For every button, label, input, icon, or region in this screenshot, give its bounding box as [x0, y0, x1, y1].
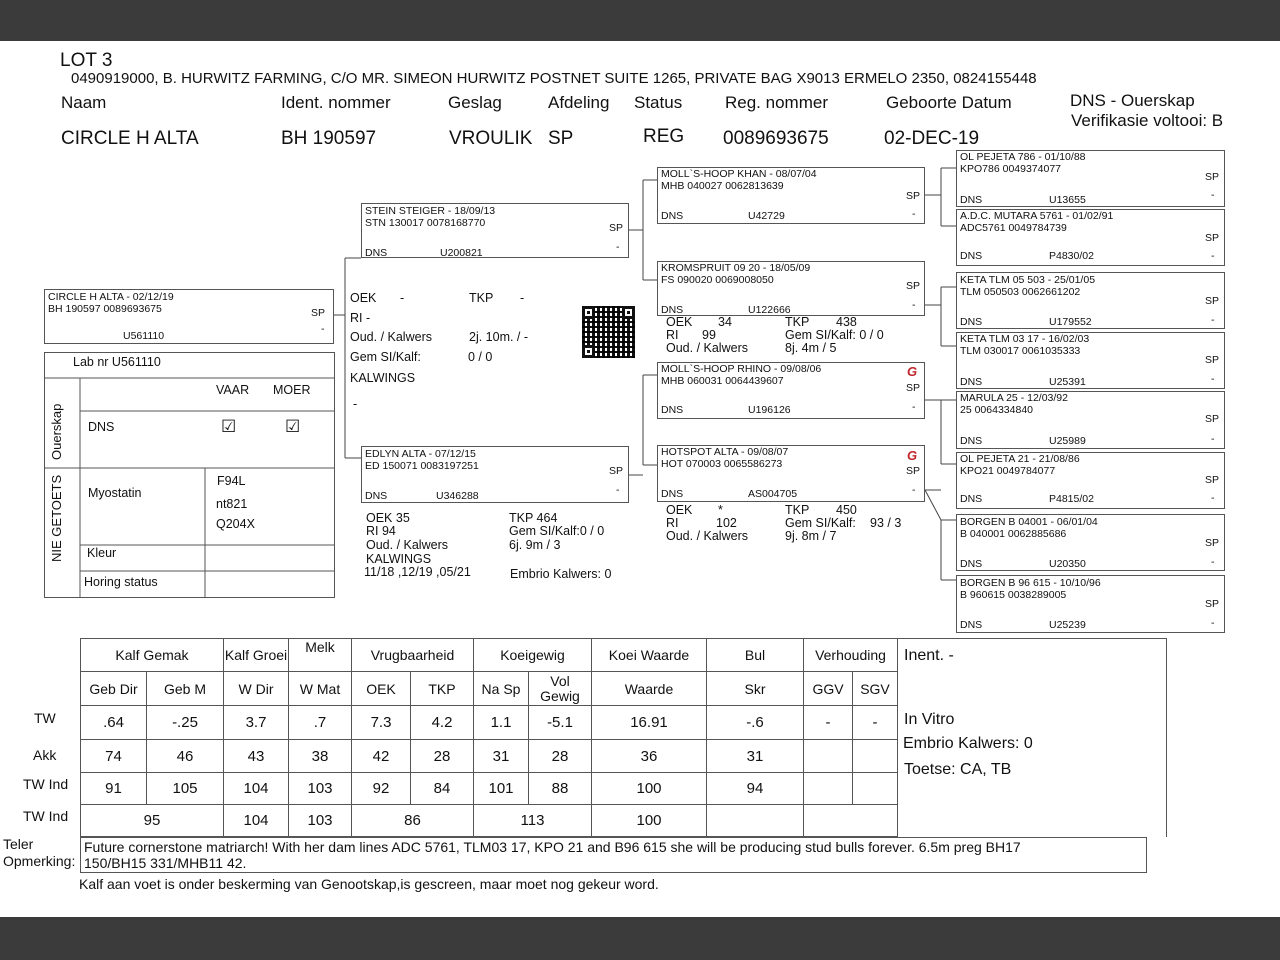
ggp4-dns: DNS: [960, 376, 983, 388]
ggp3-dns: DNS: [960, 316, 983, 328]
gp2-dash: -: [912, 299, 916, 311]
side-panel: [898, 639, 1167, 837]
akk-tkp: 28: [411, 740, 474, 773]
genootskap-logo-icon-2: G: [907, 448, 918, 463]
gp4-age: 9j. 8m / 7: [785, 529, 837, 543]
ggp4-id: TLM 030017 0061035333: [960, 345, 1081, 357]
tw-sgv: -: [853, 706, 898, 740]
akk-waarde: 36: [592, 740, 707, 773]
tw-ggv: -: [804, 706, 853, 740]
ggp5-id: 25 0064334840: [960, 404, 1033, 416]
gp4-gem-value: 93 / 3: [870, 516, 902, 530]
col-w-mat: W Mat: [289, 672, 352, 706]
group-vrugbaarheid: Vrugbaarheid: [352, 639, 474, 672]
ggp3-sp: SP: [1205, 295, 1220, 307]
gp2-sp: SP: [906, 280, 921, 292]
ggp1-dns: DNS: [960, 194, 983, 206]
tw-na-sp: 1.1: [474, 706, 529, 740]
akk-vol-gewig: 28: [529, 740, 592, 773]
subject-tkp-label: TKP: [469, 291, 494, 305]
animal-afdeling: SP: [548, 128, 574, 149]
akk-ggv: [804, 740, 853, 773]
twind-skr: 94: [707, 773, 804, 805]
ggp4-dns-no: U25391: [1049, 376, 1086, 388]
row-label-twind: TW Ind: [23, 776, 69, 792]
group-bul: Bul: [707, 639, 804, 672]
gp2-dns: DNS: [661, 304, 684, 316]
lab-nr: Lab nr U561110: [73, 355, 161, 369]
group-kalf-gemak: Kalf Gemak: [81, 639, 224, 672]
ggp6-title: OL PEJETA 21 - 21/08/86: [960, 453, 1080, 465]
lab-nie-getoets-label: NIE GETOETS: [49, 474, 64, 562]
animal-naam: CIRCLE H ALTA: [61, 128, 199, 149]
ggp6-dash: -: [1211, 492, 1215, 504]
dam-ri: RI 94: [366, 524, 396, 538]
ggp7-title: BORGEN B 04001 - 06/01/04: [960, 516, 1098, 528]
lab-dns-label: DNS: [88, 420, 115, 434]
dam-embrio: Embrio Kalwers: 0: [510, 567, 612, 581]
ggp2-dash: -: [1211, 250, 1215, 262]
gp1-title: MOLL`S-HOOP KHAN - 08/07/04: [661, 168, 817, 180]
tw-w-dir: 3.7: [224, 706, 289, 740]
subject-kalwings-label: KALWINGS: [350, 371, 416, 385]
ggp-box-3: [956, 272, 1225, 329]
ggp8-dns-no: U25239: [1049, 619, 1086, 631]
gp2-oud: Oud. / Kalwers: [666, 341, 748, 355]
tw-geb-m: -.25: [147, 706, 224, 740]
subject-oud-value: 2j. 10m. / -: [469, 330, 529, 344]
twind-na-sp: 101: [474, 773, 529, 805]
ggp7-id: B 040001 0062885686: [960, 528, 1067, 540]
ggp6-dns: DNS: [960, 493, 983, 505]
dam-age: 6j. 9m / 3: [509, 538, 561, 552]
sire-dns-no: U200821: [440, 247, 483, 259]
ggp1-sp: SP: [1205, 171, 1220, 183]
lab-myostatin-3: Q204X: [216, 517, 255, 531]
twind-geb-dir: 91: [81, 773, 147, 805]
tw-oek: 7.3: [352, 706, 411, 740]
remarks-teler-label: Teler: [3, 836, 34, 852]
gp4-tkp-label: TKP: [785, 503, 810, 517]
akk-sgv: [853, 740, 898, 773]
lab-moer-header: MOER: [273, 383, 311, 397]
dam-dns: DNS: [365, 490, 388, 502]
side-toetse: Toetse: CA, TB: [904, 761, 1012, 778]
twind-waarde: 100: [592, 773, 707, 805]
lab-horing-label: Horing status: [84, 575, 158, 589]
subject-dns-no: U561110: [123, 330, 165, 342]
subject-kalwings-value: -: [353, 397, 358, 411]
ggp3-title: KETA TLM 05 503 - 25/01/05: [960, 274, 1096, 286]
ggp-box-6: [956, 452, 1225, 509]
ggp7-sp: SP: [1205, 537, 1220, 549]
akk-oek: 42: [352, 740, 411, 773]
twind-tkp: 84: [411, 773, 474, 805]
ggp4-sp: SP: [1205, 354, 1220, 366]
breeding-values-table: [80, 638, 1167, 837]
col-w-dir: W Dir: [224, 672, 289, 706]
grandparent-box-3: [657, 362, 925, 419]
animal-reg: 0089693675: [723, 128, 829, 149]
ggp4-dash: -: [1211, 373, 1215, 385]
ggp2-id: ADC5761 0049784739: [960, 222, 1067, 234]
akk-geb-dir: 74: [81, 740, 147, 773]
sire-box: [361, 203, 629, 258]
tw-tkp: 4.2: [411, 706, 474, 740]
ggp8-sp: SP: [1205, 598, 1220, 610]
subject-sp: SP: [311, 307, 326, 319]
tw-skr: -.6: [707, 706, 804, 740]
twind2-koeigewig: 113: [474, 805, 592, 837]
group-koeigewig: Koeigewig: [474, 639, 592, 672]
gp4-sp: SP: [906, 465, 921, 477]
side-inent: Inent. -: [904, 647, 954, 664]
tw-w-mat: .7: [289, 706, 352, 740]
gp2-ri-value: 99: [702, 328, 716, 342]
owner-line: 0490919000, B. HURWITZ FARMING, C/O MR. SIMEON HURWITZ POSTNET SUITE 1265, PRIVATE BAG X9013 ERMELO 2350, 0824155448: [71, 70, 1037, 87]
ggp2-title: A.D.C. MUTARA 5761 - 01/02/91: [960, 210, 1114, 222]
gp4-oek-value: *: [718, 503, 723, 517]
tw-geb-dir: .64: [81, 706, 147, 740]
akk-geb-m: 46: [147, 740, 224, 773]
ggp3-dns-no: U179552: [1049, 316, 1092, 328]
grandparent-box-4: [657, 445, 925, 502]
ggp7-dash: -: [1211, 556, 1215, 568]
gp4-ri-value: 102: [716, 516, 737, 530]
header-verifikasie: Verifikasie voltooi: B: [1071, 111, 1224, 130]
ggp5-dns-no: U25989: [1049, 435, 1086, 447]
genootskap-logo-icon: G: [907, 364, 918, 379]
group-melk: Melk: [289, 639, 352, 672]
ggp3-dash: -: [1211, 314, 1215, 326]
header-geslag: Geslag: [448, 93, 502, 112]
dam-kalwings: KALWINGS: [366, 552, 432, 566]
ggp7-dns-no: U20350: [1049, 558, 1086, 570]
ggp-box-8: [956, 575, 1225, 633]
col-tkp: TKP: [411, 672, 474, 706]
ggp2-sp: SP: [1205, 232, 1220, 244]
side-invitro: In Vitro: [904, 711, 955, 728]
ggp-box-5: [956, 391, 1225, 449]
gp4-ri-label: RI: [666, 516, 679, 530]
ggp5-sp: SP: [1205, 413, 1220, 425]
gp4-dns: DNS: [661, 488, 684, 500]
footer-note: Kalf aan voet is onder beskerming van Genootskap,is gescreen, maar moet nog gekeur word.: [79, 876, 659, 892]
header-ident: Ident. nommer: [281, 93, 391, 112]
col-vol-gewig: Vol Gewig: [529, 672, 592, 706]
ggp4-title: KETA TLM 03 17 - 16/02/03: [960, 333, 1090, 345]
animal-status: REG: [643, 126, 685, 147]
sire-sp: SP: [609, 222, 624, 234]
ggp7-dns: DNS: [960, 558, 983, 570]
remarks-line-1: Future cornerstone matriarch! With her dam lines ADC 5761, TLM03 17, KPO 21 and B96 615 she will be producing stud bulls forever. 6.5m preg BH17: [84, 839, 1021, 855]
col-skr: Skr: [707, 672, 804, 706]
gp2-title: KROMSPRUIT 09 20 - 18/05/09: [661, 262, 811, 274]
subject-title: CIRCLE H ALTA - 02/12/19: [48, 291, 174, 303]
lab-myostatin-label: Myostatin: [88, 486, 142, 500]
ggp6-id: KPO21 0049784077: [960, 465, 1056, 477]
col-sgv: SGV: [853, 672, 898, 706]
ggp6-sp: SP: [1205, 474, 1220, 486]
akk-skr: 31: [707, 740, 804, 773]
dam-oud: Oud. / Kalwers: [366, 538, 448, 552]
akk-w-mat: 38: [289, 740, 352, 773]
subject-ri: RI -: [350, 311, 371, 325]
akk-na-sp: 31: [474, 740, 529, 773]
sire-dash: -: [616, 241, 620, 253]
twind-geb-m: 105: [147, 773, 224, 805]
header-reg: Reg. nommer: [725, 93, 828, 112]
dam-title: EDLYN ALTA - 07/12/15: [365, 448, 476, 460]
gp2-gem: Gem SI/Kalf: 0 / 0: [785, 328, 884, 342]
gp1-sp: SP: [906, 190, 921, 202]
ggp-box-4: [956, 332, 1225, 389]
gp4-oud: Oud. / Kalwers: [666, 529, 748, 543]
animal-geslag: VROULIK: [449, 128, 533, 149]
lot-number: LOT 3: [60, 50, 113, 71]
subject-oek-value: -: [400, 291, 405, 305]
animal-geboorte: 02-DEC-19: [884, 128, 980, 149]
twind2-kalf-groei: 104: [224, 805, 289, 837]
header-dns: DNS - Ouerskap: [1070, 91, 1195, 110]
sire-id: STN 130017 0078168770: [365, 217, 486, 229]
ggp2-dns: DNS: [960, 250, 983, 262]
gp2-dns-no: U122666: [748, 304, 791, 316]
twind-sgv: [853, 773, 898, 805]
gp2-id: FS 090020 0069008050: [661, 274, 774, 286]
dam-oek: OEK 35: [366, 511, 410, 525]
twind2-kalf-gemak: 95: [81, 805, 224, 837]
remarks-line-2: 150/BH15 331/MHB11 42.: [84, 855, 247, 871]
gp1-dash: -: [912, 208, 916, 220]
twind-vol-gewig: 88: [529, 773, 592, 805]
twind2-vrugbaarheid: 86: [352, 805, 474, 837]
dam-sp: SP: [609, 465, 624, 477]
subject-tkp-value: -: [520, 291, 525, 305]
dam-box: [361, 446, 629, 503]
dam-dash: -: [616, 484, 620, 496]
gp4-dash: -: [912, 484, 916, 496]
akk-w-dir: 43: [224, 740, 289, 773]
ggp1-id: KPO786 0049374077: [960, 163, 1062, 175]
lab-ouerskap-label: Ouerskap: [49, 403, 64, 460]
gp3-id: MHB 060031 0064439607: [661, 375, 784, 387]
ggp1-title: OL PEJETA 786 - 01/10/88: [960, 151, 1086, 163]
col-na-sp: Na Sp: [474, 672, 529, 706]
gp4-title: HOTSPOT ALTA - 09/08/07: [661, 446, 789, 458]
gp4-dns-no: AS004705: [748, 488, 798, 500]
col-geb-m: Geb M: [147, 672, 224, 706]
tw-vol-gewig: -5.1: [529, 706, 592, 740]
gp2-tkp-value: 438: [836, 315, 857, 329]
remarks-opmerking-label: Opmerking:: [3, 853, 76, 869]
ggp1-dash: -: [1211, 189, 1215, 201]
gp2-tkp-label: TKP: [785, 315, 810, 329]
subject-gem-value: 0 / 0: [468, 350, 493, 364]
ggp-box-2: [956, 209, 1225, 266]
subject-gem-label: Gem SI/Kalf:: [350, 350, 421, 364]
ggp5-title: MARULA 25 - 12/03/92: [960, 392, 1068, 404]
dam-gem: Gem SI/Kalf:0 / 0: [509, 524, 605, 538]
ggp1-dns-no: U13655: [1049, 194, 1086, 206]
twind-oek: 92: [352, 773, 411, 805]
col-ggv: GGV: [804, 672, 853, 706]
subject-dash: -: [321, 323, 325, 335]
table-group-row: [81, 639, 1167, 672]
gp3-sp: SP: [906, 382, 921, 394]
lab-kleur-label: Kleur: [87, 546, 117, 560]
sire-title: STEIN STEIGER - 18/09/13: [365, 205, 496, 217]
remarks-box: [80, 837, 1147, 873]
gp3-dns-no: U196126: [748, 404, 791, 416]
gp3-title: MOLL`S-HOOP RHINO - 09/08/06: [661, 363, 822, 375]
dam-kalwings-value: 11/18 ,12/19 ,05/21: [364, 565, 471, 579]
vaar-check-icon: ☑: [221, 417, 237, 436]
gp1-dns: DNS: [661, 210, 684, 222]
ggp6-dns-no: P4815/02: [1049, 493, 1094, 505]
ggp3-id: TLM 050503 0062661202: [960, 286, 1081, 298]
gp2-oek-label: OEK: [666, 315, 693, 329]
ggp8-dns: DNS: [960, 619, 983, 631]
subject-oud-label: Oud. / Kalwers: [350, 330, 432, 344]
gp4-gem-label: Gem SI/Kalf:: [785, 516, 856, 530]
ggp-box-1: [956, 150, 1225, 207]
grandparent-box-1: [657, 167, 925, 224]
gp4-id: HOT 070003 0065586273: [661, 458, 783, 470]
sire-dns: DNS: [365, 247, 388, 259]
lab-myostatin-2: nt821: [216, 497, 248, 511]
gp2-ri-label: RI: [666, 328, 679, 342]
header-geboorte: Geboorte Datum: [886, 93, 1012, 112]
gp3-dash: -: [912, 401, 916, 413]
group-kalf-groei: Kalf Groei: [224, 639, 289, 672]
gp1-id: MHB 040027 0062813639: [661, 180, 784, 192]
ggp8-dash: -: [1211, 617, 1215, 629]
dam-tkp: TKP 464: [509, 511, 558, 525]
tw-waarde: 16.91: [592, 706, 707, 740]
dam-dns-no: U346288: [436, 490, 479, 502]
gp1-dns-no: U42729: [748, 210, 785, 222]
col-waarde: Waarde: [592, 672, 707, 706]
gp4-oek-label: OEK: [666, 503, 693, 517]
gp4-tkp-value: 450: [836, 503, 857, 517]
row-label-tw: TW: [34, 710, 56, 726]
col-geb-dir: Geb Dir: [81, 672, 147, 706]
group-koei-waarde: Koei Waarde: [592, 639, 707, 672]
header-status: Status: [634, 93, 683, 112]
twind-w-dir: 104: [224, 773, 289, 805]
gp2-age: 8j. 4m / 5: [785, 341, 837, 355]
animal-ident: BH 190597: [281, 128, 377, 149]
lab-myostatin-1: F94L: [217, 474, 246, 488]
row-label-twind-2: TW Ind: [23, 808, 69, 824]
row-label-akk: Akk: [33, 747, 57, 763]
col-oek: OEK: [352, 672, 411, 706]
group-verhouding: Verhouding: [804, 639, 898, 672]
subject-oek-label: OEK: [350, 291, 377, 305]
gp2-oek-value: 34: [718, 315, 732, 329]
ggp5-dns: DNS: [960, 435, 983, 447]
gp3-dns: DNS: [661, 404, 684, 416]
header-afdeling: Afdeling: [548, 93, 610, 112]
dam-id: ED 150071 0083197251: [365, 460, 479, 472]
subject-id: BH 190597 0089693675: [48, 303, 162, 315]
ggp8-title: BORGEN B 96 615 - 10/10/96: [960, 577, 1101, 589]
twind-ggv: [804, 773, 853, 805]
twind-w-mat: 103: [289, 773, 352, 805]
ggp-box-7: [956, 514, 1225, 571]
ggp8-id: B 960615 0038289005: [960, 589, 1067, 601]
twind2-melk: 103: [289, 805, 352, 837]
twind2-koei-waarde: 100: [592, 805, 707, 837]
ggp5-dash: -: [1211, 433, 1215, 445]
moer-check-icon: ☑: [285, 417, 301, 436]
header-naam: Naam: [61, 93, 107, 112]
ggp2-dns-no: P4830/02: [1049, 250, 1094, 262]
side-embrio: Embrio Kalwers: 0: [903, 735, 1033, 752]
lab-vaar-header: VAAR: [216, 383, 250, 397]
grandparent-box-2: [657, 261, 925, 316]
